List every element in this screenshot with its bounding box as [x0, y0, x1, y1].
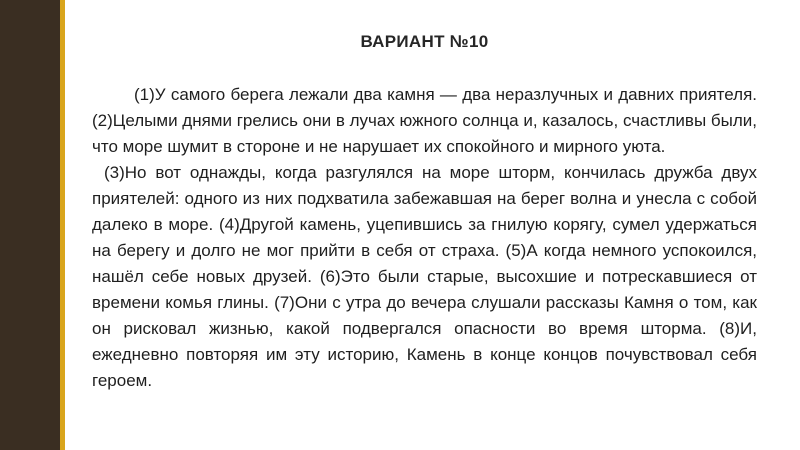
slide-body	[92, 82, 757, 394]
accent-stripe	[60, 0, 65, 450]
slide-content	[92, 0, 757, 450]
paragraph-1: (1)У самого берега лежали два камня — два неразлучных и давних приятеля. (2)Целыми днями грелись они в лучах южного солнца и, казалось, счастливы были, что море шумит в стороне и не нарушает их спокойного и мирного уюта.	[92, 85, 757, 156]
slide-title: ВАРИАНТ №10	[360, 32, 489, 51]
decorative-sidebar	[0, 0, 60, 450]
paragraph-2: (3)Но вот однажды, когда разгулялся на море шторм, кончилась дружба двух приятелей: одного из них подхватила забежавшая на берег волна и унесла с собой далеко в море. (4)Другой камень, уцепившись за гнилую корягу, сумел удержаться на берегу и долго не мог прийти в себя от страха. (5)А когда немного успокоился, нашёл себе новых друзей. (6)Это были старые, высохшие и потрескавшиеся от времени комья глины. (7)Они с утра до вечера слушали рассказы Камня о том, как он рисковал жизнью, какой подвергался опасности во время шторма. (8)И, ежедневно повторяя им эту историю, Камень в конце концов почувствовал себя героем.	[92, 163, 757, 390]
